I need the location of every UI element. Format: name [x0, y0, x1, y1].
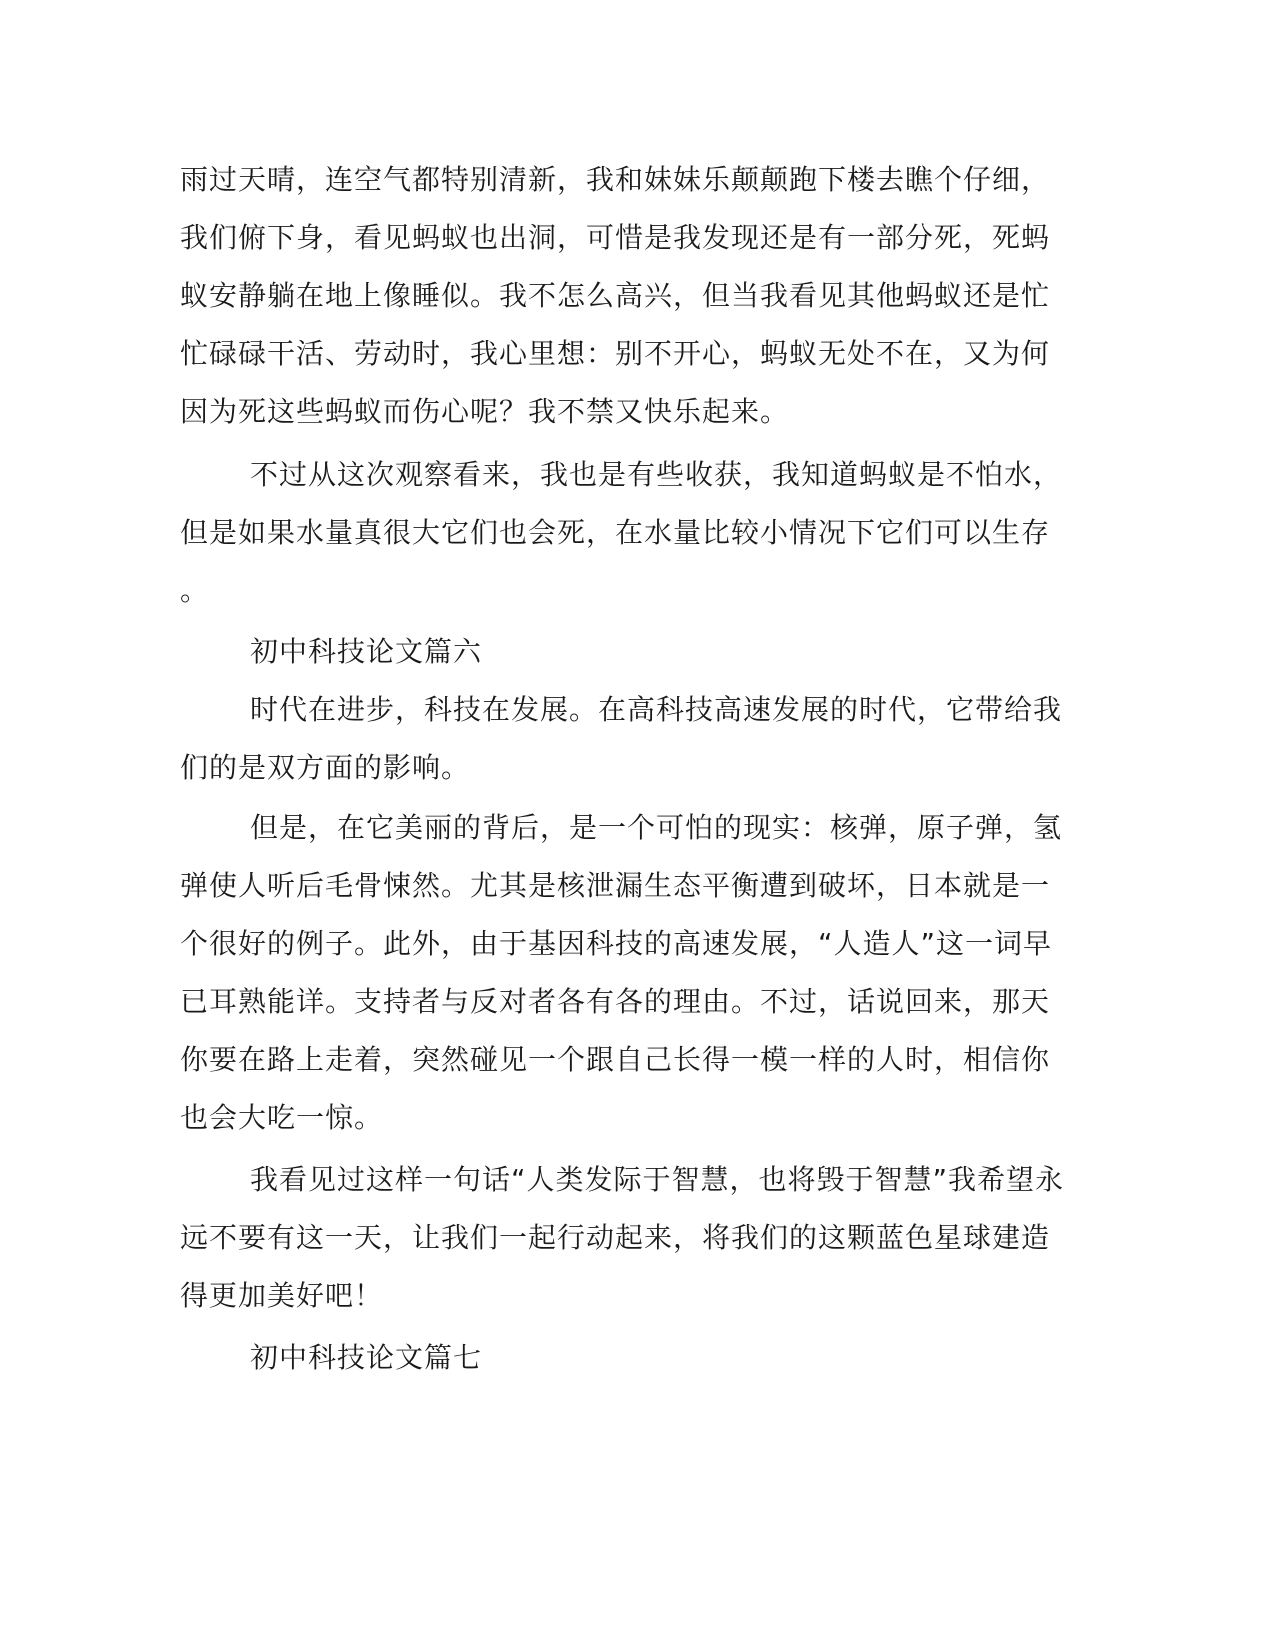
text-line-6: 不过从这次观察看来，我也是有些收获，我知道蚂蚁是不怕水，: [250, 458, 1063, 491]
text-line-10: 时代在进步，科技在发展。在高科技高速发展的时代，它带给我: [250, 693, 1063, 726]
text-line-7: 但是如果水量真很大它们也会死，在水量比较小情况下它们可以生存: [180, 516, 1051, 549]
text-line-17: 也会大吃一惊。: [180, 1101, 384, 1134]
text-line-16: 你要在路上走着，突然碰见一个跟自己长得一模一样的人时，相信你: [180, 1043, 1051, 1076]
text-line-20: 得更加美好吧！: [180, 1279, 384, 1312]
text-line-12: 但是，在它美丽的背后，是一个可怕的现实：核弹，原子弹，氢: [250, 811, 1063, 844]
text-line-8: 。: [180, 574, 210, 607]
section-heading-six: 初中科技论文篇六: [250, 635, 483, 668]
text-line-14: 个很好的例子。此外，由于基因科技的高速发展，“人造人”这一词早: [180, 927, 1053, 960]
text-line-13: 弹使人听后毛骨悚然。尤其是核泄漏生态平衡遭到破坏，日本就是一: [180, 869, 1051, 902]
text-line-4: 忙碌碌干活、劳动时，我心里想：别不开心，蚂蚁无处不在，又为何: [180, 337, 1051, 370]
text-line-19: 远不要有这一天，让我们一起行动起来，将我们的这颗蓝色星球建造: [180, 1221, 1051, 1254]
text-line-3: 蚁安静躺在地上像睡似。我不怎么高兴，但当我看见其他蚂蚁还是忙: [180, 279, 1051, 312]
text-line-2: 我们俯下身，看见蚂蚁也出洞，可惜是我发现还是有一部分死，死蚂: [180, 221, 1051, 254]
text-line-1: 雨过天晴，连空气都特别清新，我和妹妹乐颠颠跑下楼去瞧个仔细，: [180, 163, 1051, 196]
text-line-15: 已耳熟能详。支持者与反对者各有各的理由。不过，话说回来，那天: [180, 985, 1051, 1018]
text-line-5: 因为死这些蚂蚁而伤心呢？我不禁又快乐起来。: [180, 395, 790, 428]
text-line-11: 们的是双方面的影响。: [180, 751, 471, 784]
section-heading-seven: 初中科技论文篇七: [250, 1341, 483, 1374]
text-line-18: 我看见过这样一句话“人类发际于智慧，也将毁于智慧”我希望永: [250, 1163, 1065, 1196]
